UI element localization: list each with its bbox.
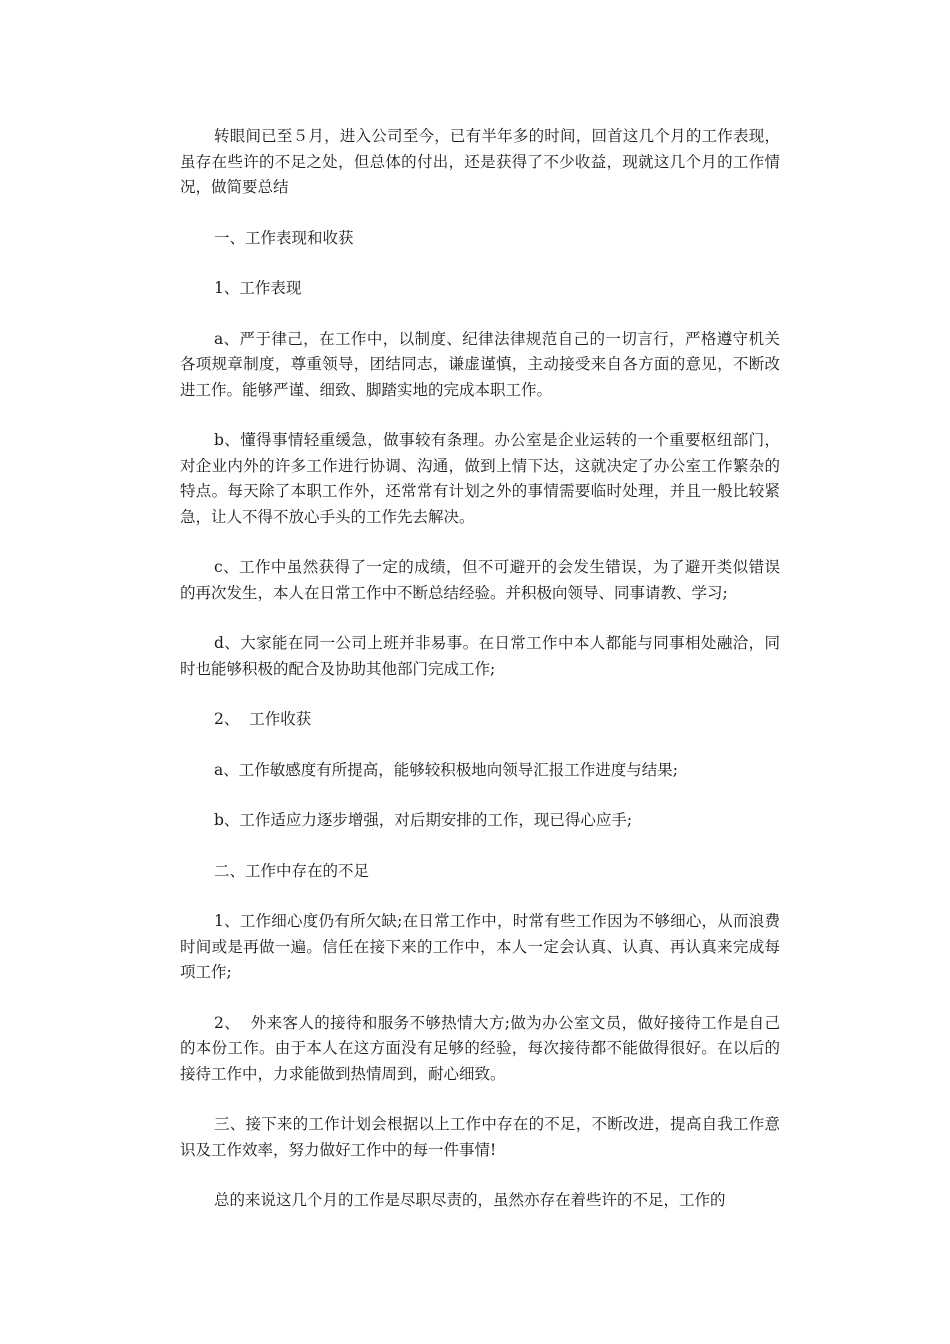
closing-paragraph: 总的来说这几个月的工作是尽职尽责的，虽然亦存在着些许的不足，工作的 <box>214 1191 726 1209</box>
intro-paragraph: 转眼间已至５月，进入公司至今，已有半年多的时间，回首这几个月的工作表现，虽存在些许的不足之处，但总体的付出，还是获得了不少收益，现就这几个月的工作情况，做简要总结 <box>180 127 780 196</box>
subsection-heading-1-2: 2、 工作收获 <box>214 710 312 728</box>
paragraph-1-1-a: a、严于律己，在工作中，以制度、纪律法律规范自己的一切言行，严格遵守机关各项规章制度，尊重领导，团结同志，谦虚谨慎，主动接受来自各方面的意见，不断改进工作。能够严谨、细致、脚踏实地的完成本职工作。 <box>180 329 780 399</box>
paragraph-1-1-d: d、大家能在同一公司上班并非易事。在日常工作中本人都能与同事相处融洽，同时也能够积极的配合及协助其他部门完成工作; <box>180 634 780 678</box>
section-heading-2: 二、工作中存在的不足 <box>214 861 370 880</box>
section-heading-3: 三、接下来的工作计划会根据以上工作中存在的不足，不断改进，提高自我工作意识及工作效率，努力做好工作中的每一件事情! <box>180 1115 780 1159</box>
paragraph-1-2-a: a、工作敏感度有所提高，能够较积极地向领导汇报工作进度与结果; <box>214 760 678 779</box>
paragraph-1-1-c: c、工作中虽然获得了一定的成绩，但不可避开的会发生错误，为了避开类似错误的再次发生，本人在日常工作中不断总结经验。并积极向领导、同事请教、学习; <box>180 558 780 602</box>
paragraph-2-1: 1、工作细心度仍有所欠缺;在日常工作中，时常有些工作因为不够细心，从而浪费时间或是再做一遍。信任在接下来的工作中，本人一定会认真、认真、再认真来完成每项工作; <box>180 912 780 981</box>
paragraph-1-2-b: b、工作适应力逐步增强，对后期安排的工作，现已得心应手; <box>214 811 633 829</box>
subsection-heading-1-1: 1、工作表现 <box>214 279 302 297</box>
paragraph-1-1-b: b、懂得事情轻重缓急，做事较有条理。办公室是企业运转的一个重要枢纽部门，对企业内外的许多工作进行协调、沟通，做到上情下达，这就决定了办公室工作繁杂的特点。每天除了本职工作外，还常常有计划之外的事情需要临时处理，并且一般比较紧急，让人不得不放心手头的工作先去解决。 <box>180 431 780 526</box>
section-heading-1: 一、工作表现和收获 <box>214 228 354 247</box>
document-body <box>180 124 780 1239</box>
paragraph-2-2: 2、 外来客人的接待和服务不够热情大方;做为办公室文员，做好接待工作是自己的本份工作。由于本人在这方面没有足够的经验，每次接待都不能做得很好。在以后的接待工作中，力求能做到热情周到，耐心细致。 <box>180 1013 780 1083</box>
